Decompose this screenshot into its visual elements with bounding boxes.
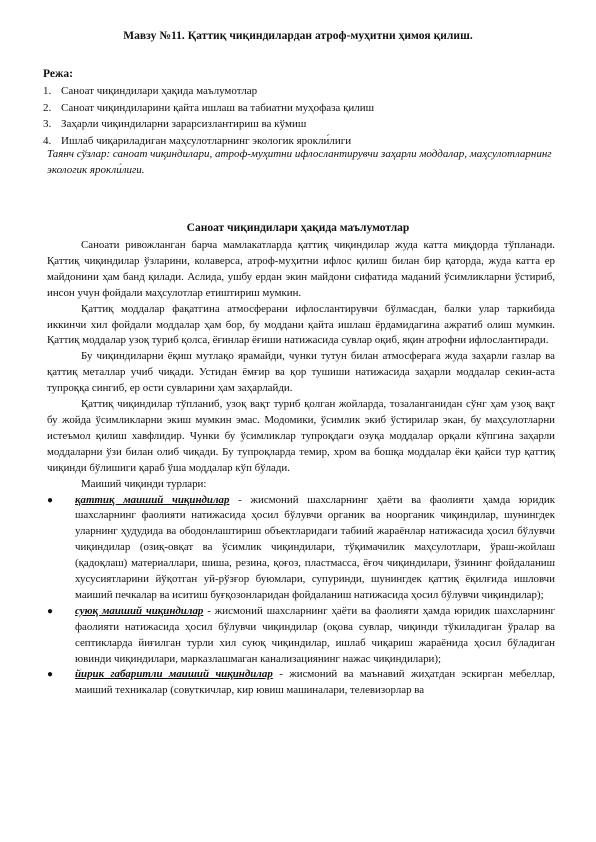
section-body xyxy=(47,238,555,699)
plan-item-text: Ишлаб чиқариладиган маҳсулотларнинг экологик ярокли́лиги xyxy=(61,134,352,147)
keywords-paragraph: Таянч сўзлар: саноат чиқиндилари, атроф-муҳитни ифлослантирувчи заҳарли моддалар, маҳсулотларнинг экологик ярокли́лиги. xyxy=(47,148,552,176)
bullet-icon: ● xyxy=(47,669,54,681)
body-paragraph: Қаттиқ чиқиндилар тўпланиб, узоқ вақт туриб қолган жойларда, тозаланганидан сўнг ҳам узоқ вақт бу жойда ўсимликларни экиш мумкин эмас. Модомики, ўсимлик экиб ўстирилар экан, бу маҳсулотларни истеъмол қилиш хавфлидир. Чунки бу ўсимликлар тупроқдаги озуқа моддалар орқали кўпгина заҳарли моддаларни ўзи билан олиб чиқади. Бу тупроқларда темир, хром ва бошқа моддалар ёки қайси тур қаттиқ чиқинди бўлишиги қараб ўша моддалар кўп бўлади. xyxy=(47,398,555,474)
list-item xyxy=(47,667,555,699)
list-item-text: - жисмоний шахсларнинг ҳаёти ва фаолияти ҳамда юридик шахсларнинг фаолияти натижасида ҳосил бўлувчи чиқиндилар (оқова сувлар, чиқинди тўкиладиган ўралар ва септикларда йиғилган турли хил суюқ чиқиндилар, ишлаб чиқариш жараёнида ҳосил бўладиган ювинди чиқиндилари, марказлашмаган канализациянинг нажас чиқиндилари); xyxy=(75,604,555,665)
bullet-icon: ● xyxy=(47,605,54,617)
plan-item-text: Заҳарли чиқиндиларни зарарсизлантириш ва кўмиш xyxy=(61,118,307,130)
list-item xyxy=(47,493,555,604)
plan-item xyxy=(43,100,374,117)
list-item-term: йирик габаритли маиший чиқиндилар xyxy=(75,668,273,681)
plan-item-number: 2. xyxy=(43,101,52,114)
plan-item-number: 4. xyxy=(43,134,52,147)
list-item xyxy=(47,604,555,668)
list-item-text: - жисмоний ва маънавий жиҳатдан эскирган мебеллар, маиший техникалар (совуткичлар, кир ювиш машиналари, телевизорлар ва xyxy=(75,668,555,697)
plan-list xyxy=(43,83,374,149)
document-title: Мавзу №11. Қаттиқ чиқиндилардан атроф-муҳитни ҳимоя қилиш. xyxy=(123,30,473,42)
body-paragraph: Маиший чиқинди турлари: xyxy=(81,477,207,490)
plan-item xyxy=(43,83,374,100)
plan-item-text: Саноат чиқиндилари ҳақида маълумотлар xyxy=(61,85,258,97)
plan-item xyxy=(43,116,374,133)
list-item-text: - жисмоний шахсларнинг ҳаёти ва фаолияти ҳамда юридик шахсларнинг фаолияти натижасида ҳосил бўлувчи органик ва ноорганик чиқиндилар, шунингдек уларнинг ҳудудида ва ободонлаштириш объектларидаги табиий жараёнлар натижасида ҳосил бўлувчи чиқиндилар (озиқ-овқат ва ўсимлик чиқиндилари, тўқимачилик маҳсулотлари, ўраш-жойлаш (қадоқлаш) материаллари, шиша, резина, қоғоз, пластмасса, ёғоч чиқиндилари, ўзининг фойдаланиш хусусиятларини йўқотган уй-рўзғор буюмлари, супуринди, шунингдек қаттиқ ёқилғида ишловчи маиший печкалар ва иситиш буғқозонларидан фойдаланиш натижасида ҳосил бўлувчи чиқиндилар); xyxy=(75,493,555,601)
body-paragraph: Қаттиқ моддалар фақатгина атмосферани ифлослантирувчи бўлмасдан, балки улар таркибида иккинчи хил фойдали моддалар ҳам бор, бу моддани қайта ишлаш ёрдамидагина ажратиб олиш мумкин. Қаттиқ моддалар узоқ туриб қолса, ёғинлар ёғиши натижасида сувлар оқиб, яқин атрофни ифлослантиради. xyxy=(47,302,555,347)
plan-item-number: 1. xyxy=(43,85,52,97)
plan-item-number: 3. xyxy=(43,118,52,130)
waste-types-list xyxy=(47,493,555,700)
list-item-term: қаттиқ маиший чиқиндилар xyxy=(75,493,230,506)
plan-item-text: Саноат чиқиндиларини қайта ишлаш ва табиатни муҳофаза қилиш xyxy=(61,101,375,114)
body-paragraph: Бу чиқиндиларни ёқиш мутлақо ярамайди, чунки тутун билан атмосферага жуда заҳарли газлар ва қаттиқ металлар учиб чиқади. Устидан ёмғир ва қор тушиши натижасида заҳарли моддалар секин-аста тупроққа сингиб, ер ости сувларини ҳам заҳарлайди. xyxy=(47,350,555,395)
list-item-term: суюқ маиший чиқиндилар xyxy=(75,604,204,617)
body-paragraph: Саноати ривожланган барча мамлакатларда қаттиқ чиқиндилар жуда катта миқдорда тўпланади. Қаттиқ чиқиндилар ўзларини, колаверса, атроф-муҳитни ифлос қилиш билан бир қаторда, жуда катта ер майдонини ҳам банд қилади. Аслида, ушбу ердан экин майдони сифатида маданий ўсимликларни ўстириб, инсон учун фойдали маҳсулотлар етиштириш мумкин. xyxy=(47,239,555,299)
section-title: Саноат чиқиндилари ҳақида маълумотлар xyxy=(186,222,410,234)
bullet-icon: ● xyxy=(47,494,54,506)
plan-heading: Режа: xyxy=(43,68,73,80)
